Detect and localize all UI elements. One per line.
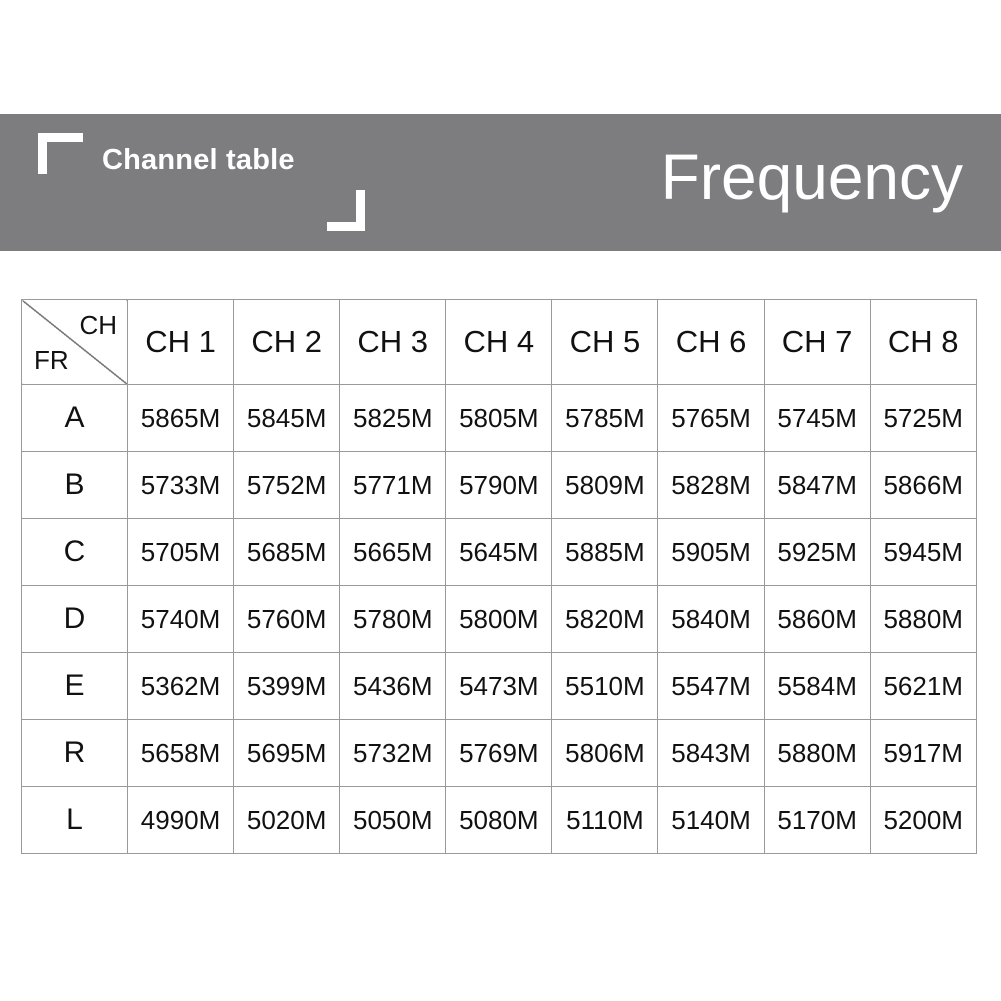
frequency-cell: 5665M: [340, 519, 446, 586]
frequency-cell: 5845M: [234, 385, 340, 452]
frequency-cell: 5847M: [764, 452, 870, 519]
row-label: L: [22, 787, 128, 854]
frequency-cell: 5806M: [552, 720, 658, 787]
row-label: A: [22, 385, 128, 452]
frequency-cell: 5705M: [128, 519, 234, 586]
frequency-cell: 5771M: [340, 452, 446, 519]
table-row: [22, 787, 977, 854]
frequency-cell: 5790M: [446, 452, 552, 519]
channel-table-subtitle: Channel table: [102, 144, 295, 176]
frequency-cell: 5800M: [446, 586, 552, 653]
column-header: CH 3: [340, 300, 446, 385]
frequency-cell: 5880M: [764, 720, 870, 787]
column-header: CH 1: [128, 300, 234, 385]
table-row: [22, 452, 977, 519]
frequency-cell: 5050M: [340, 787, 446, 854]
frequency-cell: 5860M: [764, 586, 870, 653]
frequency-cell: 5865M: [128, 385, 234, 452]
frequency-cell: 5584M: [764, 653, 870, 720]
corner-ch-label: CH: [79, 310, 117, 340]
frequency-cell: 5760M: [234, 586, 340, 653]
frequency-cell: 5745M: [764, 385, 870, 452]
frequency-cell: 5547M: [658, 653, 764, 720]
corner-bracket-bottom-right-icon: [327, 190, 365, 231]
frequency-cell: 5510M: [552, 653, 658, 720]
frequency-cell: 5436M: [340, 653, 446, 720]
frequency-cell: 5809M: [552, 452, 658, 519]
row-label: C: [22, 519, 128, 586]
frequency-cell: 5170M: [764, 787, 870, 854]
frequency-cell: 5020M: [234, 787, 340, 854]
frequency-cell: 5945M: [870, 519, 976, 586]
column-header: CH 8: [870, 300, 976, 385]
frequency-cell: 5140M: [658, 787, 764, 854]
table-row: [22, 653, 977, 720]
frequency-cell: 5621M: [870, 653, 976, 720]
frequency-cell: 5362M: [128, 653, 234, 720]
frequency-cell: 5785M: [552, 385, 658, 452]
row-label: D: [22, 586, 128, 653]
frequency-cell: 5695M: [234, 720, 340, 787]
frequency-cell: 5645M: [446, 519, 552, 586]
frequency-cell: 5769M: [446, 720, 552, 787]
frequency-cell: 5200M: [870, 787, 976, 854]
corner-fr-label: FR: [34, 345, 69, 375]
row-label: R: [22, 720, 128, 787]
frequency-cell: 5765M: [658, 385, 764, 452]
frequency-cell: 5905M: [658, 519, 764, 586]
row-label: B: [22, 452, 128, 519]
table-row: [22, 720, 977, 787]
frequency-cell: 5825M: [340, 385, 446, 452]
frequency-cell: 5805M: [446, 385, 552, 452]
column-header: CH 6: [658, 300, 764, 385]
frequency-cell: 5866M: [870, 452, 976, 519]
frequency-cell: 5473M: [446, 653, 552, 720]
table-header-row: [22, 300, 977, 385]
frequency-cell: 5925M: [764, 519, 870, 586]
column-header: CH 5: [552, 300, 658, 385]
table-row: [22, 519, 977, 586]
frequency-cell: 5885M: [552, 519, 658, 586]
frequency-cell: 5399M: [234, 653, 340, 720]
page-title: Frequency: [660, 141, 963, 213]
frequency-cell: 4990M: [128, 787, 234, 854]
frequency-cell: 5880M: [870, 586, 976, 653]
frequency-cell: 5780M: [340, 586, 446, 653]
table-corner-cell: [22, 300, 128, 385]
frequency-cell: 5732M: [340, 720, 446, 787]
frequency-cell: 5752M: [234, 452, 340, 519]
frequency-cell: 5110M: [552, 787, 658, 854]
frequency-cell: 5685M: [234, 519, 340, 586]
table-row: [22, 586, 977, 653]
column-header: CH 2: [234, 300, 340, 385]
frequency-cell: 5840M: [658, 586, 764, 653]
frequency-cell: 5828M: [658, 452, 764, 519]
table-row: [22, 385, 977, 452]
frequency-cell: 5820M: [552, 586, 658, 653]
frequency-cell: 5733M: [128, 452, 234, 519]
frequency-cell: 5725M: [870, 385, 976, 452]
column-header: CH 7: [764, 300, 870, 385]
frequency-cell: 5917M: [870, 720, 976, 787]
frequency-cell: 5658M: [128, 720, 234, 787]
row-label: E: [22, 653, 128, 720]
frequency-cell: 5080M: [446, 787, 552, 854]
corner-bracket-top-left-icon: [38, 133, 83, 174]
column-header: CH 4: [446, 300, 552, 385]
frequency-table: [21, 299, 977, 854]
frequency-cell: 5843M: [658, 720, 764, 787]
frequency-cell: 5740M: [128, 586, 234, 653]
